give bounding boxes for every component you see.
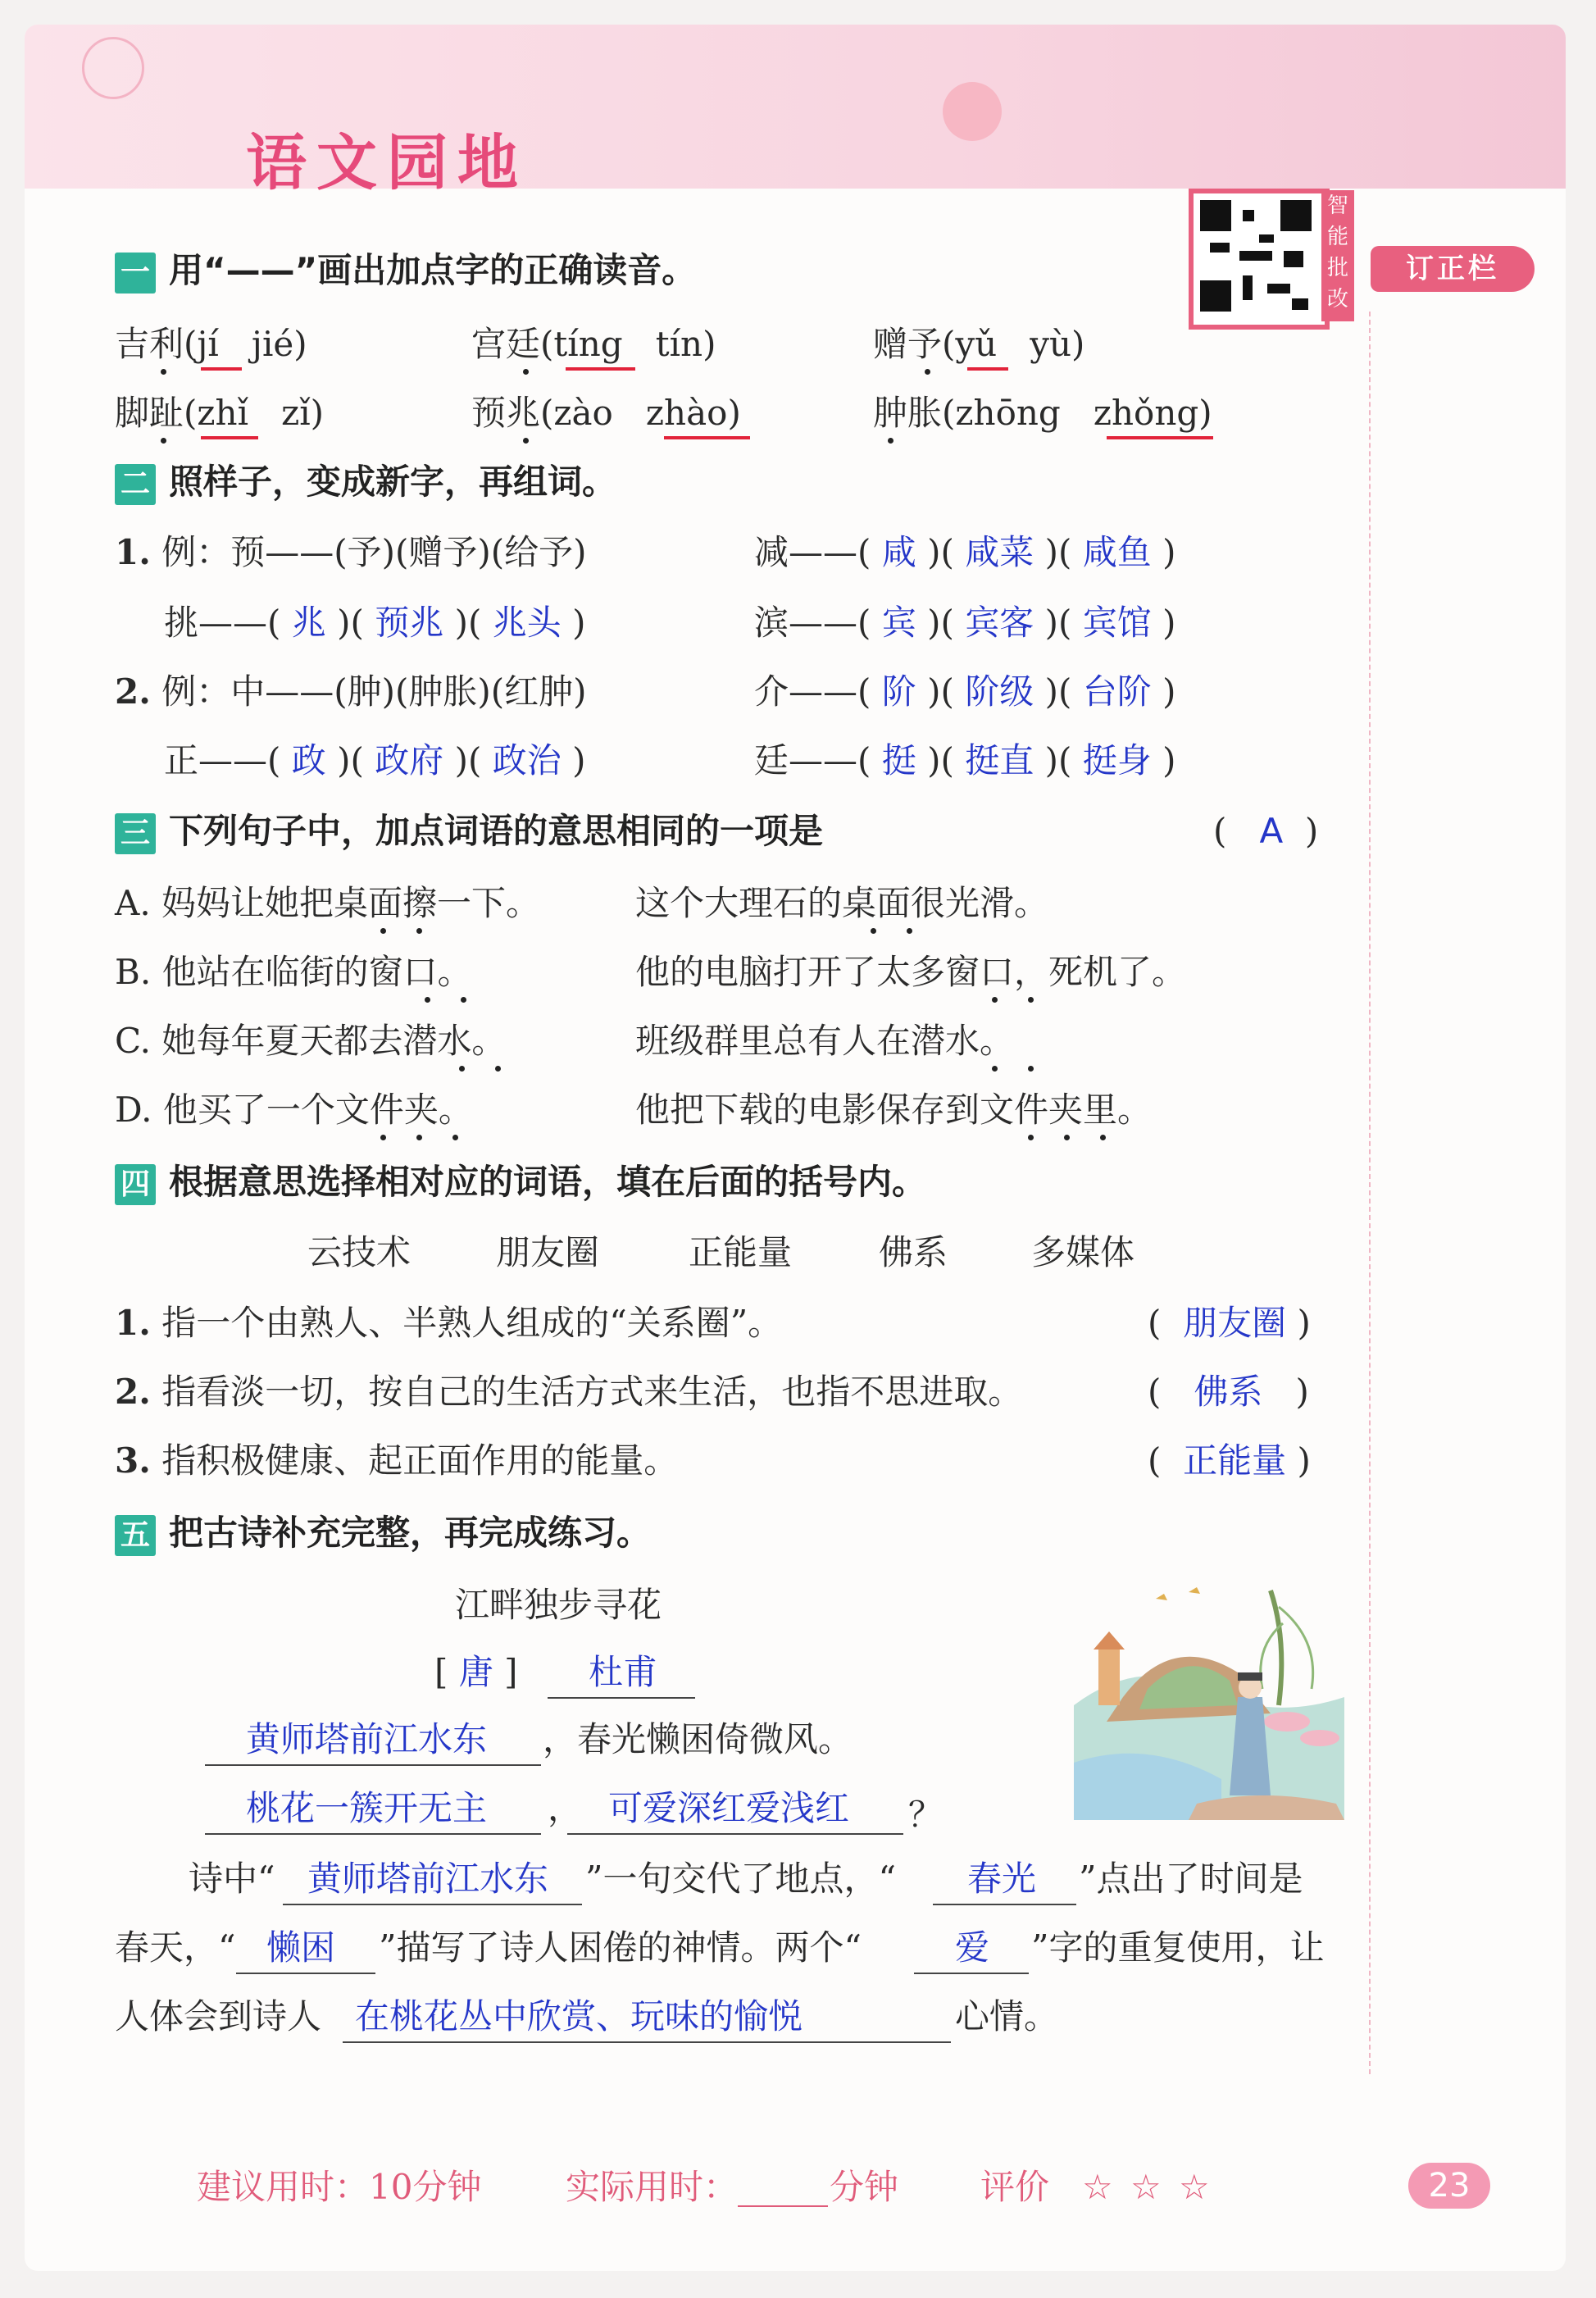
qr-label: 智能批改 bbox=[1321, 190, 1354, 321]
section-3-heading bbox=[115, 808, 823, 854]
section-badge: 三 bbox=[115, 813, 156, 854]
analysis-text: ”字的重复使用，让 bbox=[1031, 1927, 1325, 1968]
emphasis-dot bbox=[161, 438, 166, 444]
emphasis-dot bbox=[461, 997, 466, 1003]
emphasis-dot bbox=[425, 997, 430, 1003]
option-a-right: 这个大理石的桌面很光滑。 bbox=[635, 883, 1049, 923]
emphasis-dot bbox=[495, 1066, 501, 1072]
answer-underline bbox=[1107, 436, 1213, 439]
definition-item: 3. 指积极健康、起正面作用的能量。 bbox=[115, 1440, 679, 1481]
pinyin-item: 脚趾(zhǐ zǐ) bbox=[115, 393, 325, 433]
correction-column-label: 订正栏 bbox=[1371, 246, 1535, 292]
emphasis-dot bbox=[459, 1066, 465, 1072]
option-d-left: D. 他买了一个文件夹。 bbox=[115, 1090, 473, 1130]
word-row: 减——( 咸 )( 咸菜 )( 咸鱼 ) bbox=[754, 532, 1176, 572]
word-choice: 多媒体 bbox=[1031, 1232, 1135, 1272]
definition-item: 1. 指一个由熟人、半熟人组成的“关系圈”。 bbox=[115, 1303, 783, 1343]
analysis-text: 人体会到诗人 bbox=[115, 1996, 322, 2036]
section-badge: 五 bbox=[115, 1515, 156, 1556]
option-c-left: C. 她每年夏天都去潜水。 bbox=[115, 1021, 507, 1061]
word-choice: 佛系 bbox=[879, 1232, 948, 1272]
analysis-text: ”描写了诗人困倦的神情。两个“ bbox=[379, 1927, 862, 1968]
option-b-left: B. 他站在临街的窗口。 bbox=[115, 952, 472, 992]
poet-riverside-illustration bbox=[1074, 1574, 1344, 1820]
emphasis-dot bbox=[992, 1066, 998, 1072]
option-a-left: A. 妈妈让她把桌面擦一下。 bbox=[115, 883, 541, 923]
analysis-text: 春天，“ bbox=[115, 1927, 236, 1968]
blank-line bbox=[343, 2041, 951, 2043]
emphasis-dot bbox=[380, 928, 386, 934]
section-instruction: 把古诗补充完整，再完成练习。 bbox=[169, 1513, 652, 1553]
section-badge: 一 bbox=[115, 253, 156, 294]
section-instruction: 根据意思选择相对应的词语，填在后面的括号内。 bbox=[169, 1162, 927, 1202]
poem-title: 江畔独步寻花 bbox=[455, 1585, 662, 1625]
section-1-heading bbox=[115, 248, 696, 294]
word-row: 滨——( 宾 )( 宾客 )( 宾馆 ) bbox=[754, 603, 1176, 643]
poem-line-2a-answer: 桃花一簇开无主 bbox=[246, 1788, 488, 1828]
blank-line bbox=[236, 1973, 375, 1974]
section-instruction: 下列句子中，加点词语的意思相同的一项是 bbox=[169, 811, 824, 851]
blank-line bbox=[205, 1833, 541, 1835]
poem-line-1-rest: ，春光懒困倚微风。 bbox=[543, 1719, 853, 1759]
blank-line bbox=[933, 1904, 1076, 1905]
example-1: 1. 例：预——(予)(赠予)(给予) bbox=[115, 532, 587, 572]
emphasis-dot bbox=[416, 1135, 422, 1140]
analysis-answer: 懒困 bbox=[266, 1927, 336, 1968]
emphasis-dot bbox=[1028, 997, 1034, 1003]
answer-underline bbox=[201, 367, 242, 371]
poem-author: 杜甫 bbox=[589, 1652, 658, 1692]
option-b-right: 他的电脑打开了太多窗口，死机了。 bbox=[635, 952, 1187, 992]
analysis-text: ”点出了时间是 bbox=[1079, 1859, 1303, 1899]
section-instruction: 照样子，变成新字，再组词。 bbox=[169, 462, 617, 502]
word-choice: 正能量 bbox=[689, 1232, 793, 1272]
emphasis-dot bbox=[452, 1135, 458, 1140]
answer-underline bbox=[967, 367, 1008, 371]
emphasis-dot bbox=[1064, 1135, 1070, 1140]
example-2: 2. 例：中——(肿)(肿胀)(红肿) bbox=[115, 671, 587, 712]
option-c-right: 班级群里总有人在潜水。 bbox=[635, 1021, 1015, 1061]
poem-line-1-answer: 黄师塔前江水东 bbox=[246, 1719, 488, 1759]
pinyin-item: 肿胀(zhōng zhǒng) bbox=[873, 393, 1212, 433]
qr-code-icon[interactable] bbox=[1189, 189, 1330, 330]
rating-stars[interactable]: ☆ ☆ ☆ bbox=[1082, 2167, 1213, 2207]
rating-label: 评价 bbox=[980, 2167, 1050, 2207]
answer-underline bbox=[201, 436, 258, 439]
definition-item: 2. 指看淡一切，按自己的生活方式来生活，也指不思进取。 bbox=[115, 1372, 1023, 1412]
actual-time-field[interactable] bbox=[738, 2205, 828, 2207]
minute-label: 分钟 bbox=[830, 2167, 899, 2207]
page-title: 语文园地 bbox=[246, 128, 528, 198]
word-row: 正——( 政 )( 政府 )( 政治 ) bbox=[164, 740, 586, 780]
emphasis-dot bbox=[992, 997, 998, 1003]
section-badge: 四 bbox=[115, 1164, 156, 1205]
emphasis-dot bbox=[161, 369, 166, 375]
emphasis-dot bbox=[1100, 1135, 1106, 1140]
answer-underline bbox=[664, 436, 750, 439]
answer-bracket: ( 朋友圈 ) bbox=[1148, 1303, 1311, 1343]
question-mark: ？ bbox=[908, 1795, 944, 1835]
analysis-text: 诗中“ bbox=[189, 1859, 275, 1899]
emphasis-dot bbox=[523, 438, 529, 444]
answer-bracket: ( A ) bbox=[1213, 811, 1319, 851]
blank-line bbox=[283, 1904, 582, 1905]
emphasis-dot bbox=[888, 438, 893, 444]
analysis-answer: 黄师塔前江水东 bbox=[307, 1859, 549, 1899]
emphasis-dot bbox=[416, 928, 422, 934]
poem-line-2b-answer: 可爱深红爱浅红 bbox=[608, 1788, 850, 1828]
word-row: 挑——( 兆 )( 预兆 )( 兆头 ) bbox=[164, 603, 586, 643]
decor-circle bbox=[82, 37, 144, 99]
pinyin-item: 赠予(yǔ yù) bbox=[873, 324, 1085, 364]
pinyin-item: 宫廷(tíng tín) bbox=[471, 324, 716, 364]
answer-bracket: ( 佛系 ) bbox=[1148, 1372, 1309, 1412]
decor-dot bbox=[943, 82, 1002, 141]
section-2-heading bbox=[115, 459, 616, 505]
section-4-heading bbox=[115, 1159, 926, 1205]
comma: ， bbox=[548, 1788, 583, 1828]
section-5-heading bbox=[115, 1510, 651, 1556]
analysis-answer: 爱 bbox=[955, 1927, 990, 1968]
pinyin-item: 预兆(zào zhào) bbox=[471, 393, 741, 433]
answer-underline bbox=[566, 367, 635, 371]
word-row: 廷——( 挺 )( 挺直 )( 挺身 ) bbox=[754, 740, 1176, 780]
blank-line bbox=[205, 1764, 541, 1766]
word-row: 介——( 阶 )( 阶级 )( 台阶 ) bbox=[754, 671, 1176, 712]
blank-line bbox=[567, 1833, 903, 1835]
actual-time-label: 实际用时： bbox=[566, 2167, 739, 2207]
suggested-time: 建议用时：10分钟 bbox=[197, 2167, 482, 2207]
word-choice: 朋友圈 bbox=[496, 1232, 600, 1272]
section-badge: 二 bbox=[115, 464, 156, 505]
blank-line bbox=[548, 1697, 695, 1699]
emphasis-dot bbox=[925, 369, 930, 375]
emphasis-dot bbox=[907, 928, 912, 934]
emphasis-dot bbox=[871, 928, 876, 934]
answer-bracket: ( 正能量 ) bbox=[1148, 1440, 1311, 1481]
analysis-text: ”一句交代了地点，“ bbox=[585, 1859, 896, 1899]
emphasis-dot bbox=[380, 1135, 386, 1140]
poem-dynasty: [ 唐 ] bbox=[434, 1652, 518, 1692]
analysis-answer: 春光 bbox=[967, 1859, 1037, 1899]
pinyin-item: 吉利(jí jié) bbox=[115, 324, 307, 364]
section-instruction: 用“——”画出加点字的正确读音。 bbox=[169, 250, 697, 290]
blank-line bbox=[914, 1973, 1029, 1974]
emphasis-dot bbox=[1028, 1066, 1034, 1072]
emphasis-dot bbox=[1028, 1135, 1034, 1140]
option-d-right: 他把下载的电影保存到文件夹里。 bbox=[635, 1090, 1153, 1130]
correction-divider bbox=[1369, 312, 1371, 2074]
analysis-answer: 在桃花丛中欣赏、玩味的愉悦 bbox=[355, 1996, 803, 2036]
analysis-text: 心情。 bbox=[955, 1996, 1059, 2036]
page-number: 23 bbox=[1408, 2163, 1490, 2209]
emphasis-dot bbox=[523, 369, 529, 375]
word-choice: 云技术 bbox=[307, 1232, 412, 1272]
